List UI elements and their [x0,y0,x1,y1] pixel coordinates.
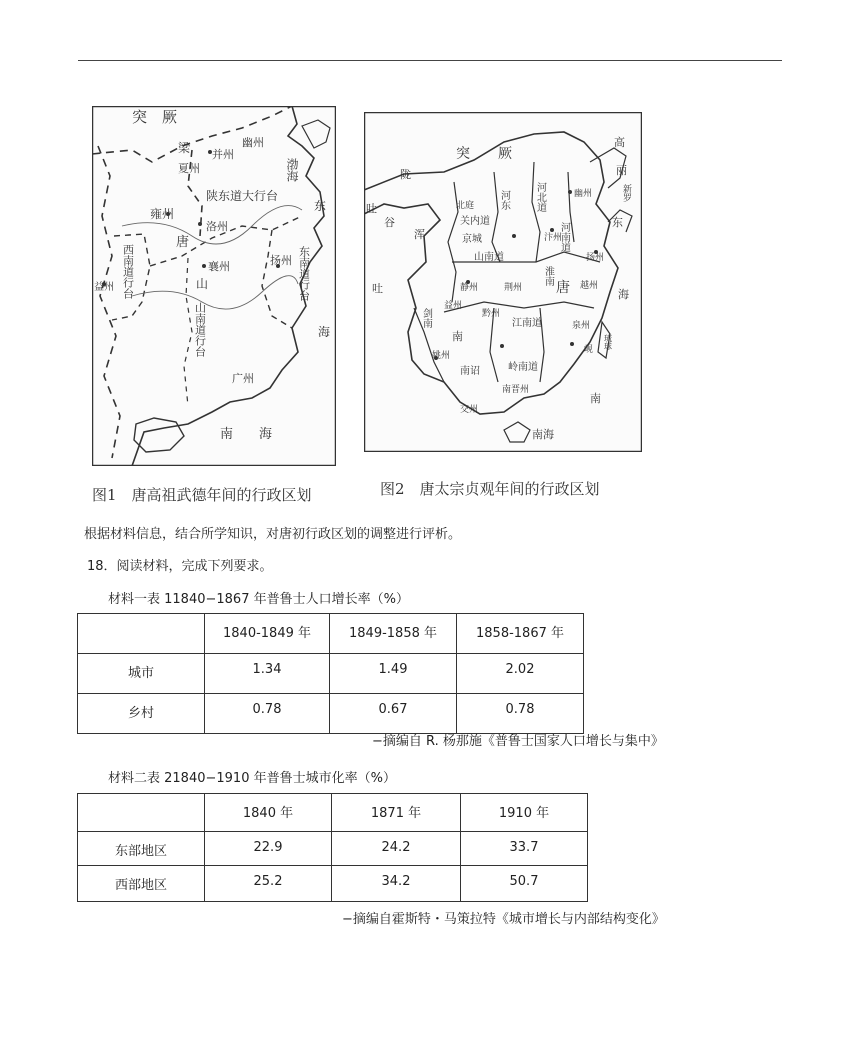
table-row [78,694,584,734]
table-header-cell: 1849-1858 年 [330,614,457,654]
table-cell: 1.34 [205,654,330,694]
map-2-svg [364,112,642,452]
map1-label-yizhou: 益州 [94,282,114,293]
map2-label-hebei: 河北道 [534,182,546,212]
table-cell: 东部地区 [78,832,205,866]
map2-label-xinluo: 新罗 [621,184,631,202]
table-cell: 22.9 [205,832,332,866]
table-header-cell: 1840 年 [205,794,332,832]
map2-label-tu: 吐 [366,202,377,215]
map1-caption: 图1 唐高祖武德年间的行政区划 [92,486,312,504]
table-header-cell [78,614,205,654]
map1-label-guangzhou: 广州 [232,372,254,385]
table-cell: 33.7 [461,832,588,866]
map-figure-1 [92,106,336,466]
table-header-row [78,794,588,832]
map2-label-tujue: 突 厥 [456,146,512,162]
material1-table [77,613,584,734]
material2-title: 材料二表 21840−1910 年普鲁士城市化率（%） [108,771,396,786]
map2-label-jiangnan: 江南道 [512,318,542,329]
question-18-heading: 18．阅读材料，完成下列要求。 [87,559,273,574]
table-cell: 0.78 [205,694,330,734]
table-header-cell: 1910 年 [461,794,588,832]
map1-label-xiangzhou: 襄州 [208,260,230,273]
table-header-cell: 1871 年 [332,794,461,832]
map2-label-guannei: 关内道 [460,216,490,227]
material2-source: −摘编自霍斯特・马策拉特《城市增长与内部结构变化》 [342,912,665,927]
table-header-row [78,614,584,654]
map1-label-yongzhou: 雍州 [150,207,175,221]
map2-label-tang: 唐 [556,280,570,296]
map1-label-shaan: 陕东道大行台 [206,189,279,203]
question-intro: 根据材料信息，结合所学知识，对唐初行政区划的调整进行评析。 [84,527,462,542]
map2-label-xian: 岘 [584,345,594,355]
map2-label-beiting: 北庭 [456,201,475,211]
map-figure-2 [364,112,642,452]
table-cell: 西部地区 [78,866,205,902]
map1-label-shan: 山 [196,277,209,291]
map2-label-yuezhou: 越州 [580,281,599,291]
map2-label-lingnan: 岭南道 [508,362,538,373]
map2-label-youzhou: 幽州 [574,189,593,199]
table-cell: 34.2 [332,866,461,902]
map1-label-tujue: 突 厥 [132,108,178,126]
table-row [78,866,588,902]
table-cell: 25.2 [205,866,332,902]
material1-title: 材料一表 11840−1867 年普鲁士人口增长率（%） [108,592,409,607]
table-cell: 乡村 [78,694,205,734]
table-header-cell: 1858-1867 年 [457,614,584,654]
table-header-cell [78,794,205,832]
map1-label-liang: 梁 [178,141,191,155]
table-cell: 2.02 [457,654,584,694]
map2-label-jingzhou2: 静州 [460,283,479,293]
table-row [78,654,584,694]
map1-label-bingzhou: 并州 [212,148,234,161]
map1-label-dong: 东 [314,199,327,213]
map1-label-hai: 海 [318,325,331,339]
map2-label-henan: 河南道 [558,222,570,252]
map2-label-long: 陇 [400,168,411,181]
map2-label-quanzhou: 泉州 [572,321,591,331]
map2-label-jiannan: 剑南 [420,308,432,328]
map1-label-yangzhou: 扬州 [270,254,292,267]
map2-label-yaozhou: 姚州 [432,351,451,361]
map1-label-bohai: 渤海 [285,158,299,182]
map2-label-huainan: 淮南 [542,266,554,286]
map2-label-qianzhou: 黔州 [482,309,501,319]
map2-label-shannan: 山南道 [474,252,504,263]
map1-label-dongnan: 东南道行台 [297,246,311,301]
map1-label-shannan: 山南道行台 [193,302,207,357]
map1-label-luozhou: 洛州 [206,220,228,233]
map2-label-gao: 高 [614,136,625,149]
map2-caption: 图2 唐太宗贞观年间的行政区划 [380,480,600,498]
table-cell: 城市 [78,654,205,694]
map2-label-hedong: 河东 [498,190,510,210]
map2-label-yizhou: 益州 [444,301,463,311]
table-cell: 0.78 [457,694,584,734]
header-rule [78,60,782,61]
map1-label-xia: 夏州 [178,162,200,175]
map2-label-tu2: 吐 [372,282,383,295]
table-cell: 50.7 [461,866,588,902]
map2-label-nan: 南 [452,330,463,343]
map2-label-jingcheng: 京城 [462,234,482,245]
map2-label-gu: 谷 [384,216,395,229]
map2-label-nanhai: 南海 [532,428,554,441]
map-1-svg [92,106,336,466]
table-row [78,832,588,866]
map2-label-liuqiu: 琉球 [603,334,613,350]
map2-label-bianzhou: 汴州 [544,233,563,243]
map2-label-hun: 浑 [414,228,425,241]
map1-label-youzhou: 幽州 [242,136,264,149]
map2-label-nanhui: 南晋州 [502,385,530,395]
table-cell: 24.2 [332,832,461,866]
map1-label-nanhai: 南 海 [220,427,273,442]
table-header-cell: 1840-1849 年 [205,614,330,654]
table-cell: 1.49 [330,654,457,694]
map2-label-nanzhao: 南诏 [460,366,480,377]
material2-table [77,793,588,902]
material1-source: −摘编自 R. 杨那施《普鲁士国家人口增长与集中》 [372,734,664,749]
map2-label-hai: 海 [618,288,629,301]
map2-label-dong: 东 [612,216,623,229]
map1-label-xinan: 西南道行台 [121,244,135,299]
map2-label-yangzhou: 扬州 [586,253,605,263]
map2-label-jingzhou: 荆州 [504,283,523,293]
map2-label-nan2: 南 [590,392,601,405]
map1-label-tang: 唐 [176,235,190,250]
map2-label-li: 丽 [616,164,627,177]
table-cell: 0.67 [330,694,457,734]
map2-label-jiaozhou: 交州 [460,405,479,415]
